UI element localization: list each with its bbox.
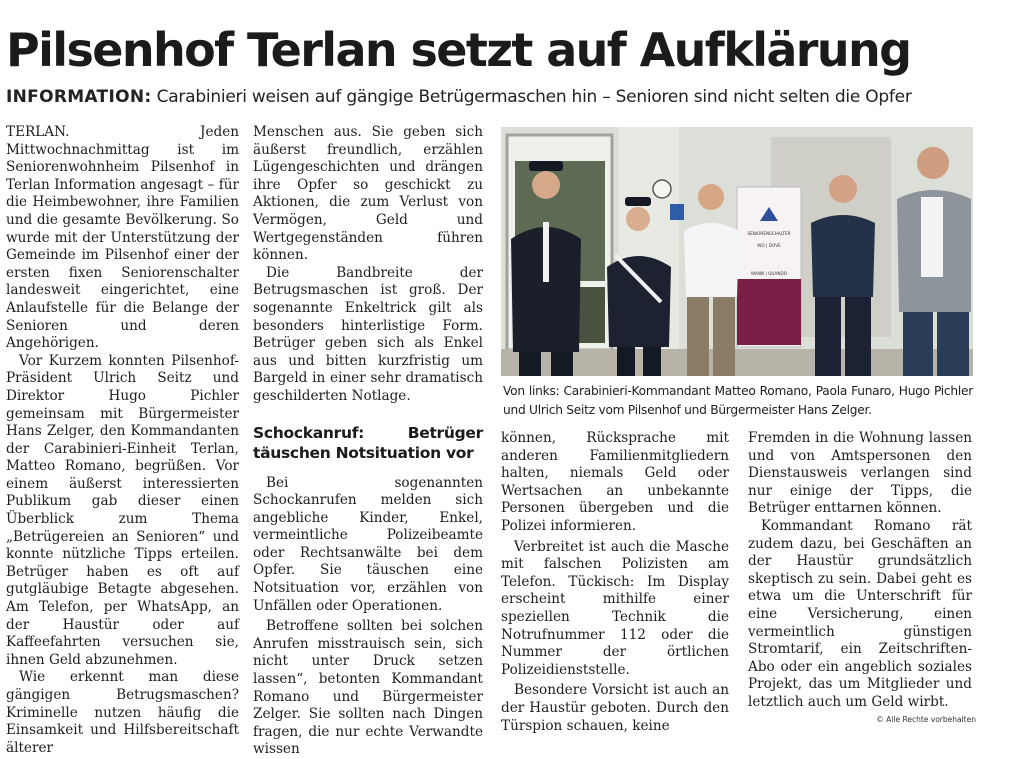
paragraph: Betroffene sollten bei solchen Anrufen misstrauisch sein, sich nicht unter Druck setzen lassen“, betonten Kommandant Romano und Bürgermeister Zelger. Sie sollten nach Dingen fragen, die nur echte Verwandte wissen xyxy=(253,618,483,758)
paragraph: Menschen aus. Sie geben sich äußerst freundlich, erzählen Lügengeschichten und drängen ihre Opfer so geschickt zu Aktionen, die zum Verlust von Vermögen, Geld und Wertgegenständen führen können. xyxy=(253,124,483,264)
interheadline: Schockanruf: Betrüger täuschen Notsituation vor xyxy=(253,423,483,462)
article-column-2 xyxy=(253,124,483,759)
photo-caption: Von links: Carabinieri-Kommandant Matteo Romano, Paola Funaro, Hugo Pichler und Ulrich Seitz vom Pilsenhof und Bürgermeister Hans Zelger. xyxy=(503,384,973,417)
blue-sign xyxy=(670,204,684,220)
paragraph: Besondere Vorsicht ist auch an der Haustür geboten. Durch den Türspion schauen, keine xyxy=(501,682,729,734)
article-column-4 xyxy=(748,430,972,712)
paragraph: Die Bandbreite der Betrugsmaschen ist groß. Der sogenannte Enkeltrick gilt als besonders hinterlistige Form. Betrüger geben sich als Enkel aus und bitten kurzfristig um Bargeld in einer sehr dramatisch geschilderten Notlage. xyxy=(253,264,483,404)
headline: Pilsenhof Terlan setzt auf Aufklärung xyxy=(6,23,911,77)
article-column-3 xyxy=(501,430,729,735)
paragraph: Kommandant Romano rät zudem dazu, bei Geschäften an der Haustür grundsätzlich skeptisch zu sein. Dabei geht es etwa um die Unterschrift für eine Versicherung, einen vermeintlich günstigen Stromtarif, ein Zeitschriften-Abo oder ein angeblich soziales Projekt, das um Mitglieder und letztlich auch um Geld wirbt. xyxy=(748,517,972,710)
paragraph: TERLAN. Jeden Mittwochnachmittag ist im Seniorenwohnheim Pilsenhof in Terlan Information angesagt – für die Heimbewohner, ihre Familien und die gesamte Bevölkerung. So wurde mit der Unterstützung der Gemeinde im Pilsenhof einer der ersten fixen Seniorenschalter landesweit eingerichtet, eine Anlaufstelle für die Belange der Senioren und deren Angehörigen. xyxy=(6,124,239,352)
poster-where: WO | DOVE xyxy=(757,243,781,248)
article-column-1 xyxy=(6,124,239,757)
subheadline xyxy=(6,85,1018,109)
poster-when: WANN | QUANDO xyxy=(751,271,787,276)
paragraph: können, Rücksprache mit anderen Familienmitgliedern halten, niemals Geld oder Wertsachen an unbekannte Personen übergeben und die Polizei informieren. xyxy=(501,430,729,534)
wall-clock xyxy=(653,180,671,198)
poster-band xyxy=(737,279,801,345)
group-photo-illustration xyxy=(501,127,973,376)
article-photo xyxy=(501,127,973,376)
subheadline-kicker: INFORMATION: xyxy=(6,87,152,107)
paragraph: Verbreitet ist auch die Masche mit falschen Polizisten am Telefon. Tückisch: Im Display erscheint mithilfe einer speziellen Technik die Notrufnummer 112 oder die Nummer der örtlichen Polizeidienststelle. xyxy=(501,538,729,678)
paragraph: Vor Kurzem konnten Pilsenhof-Präsident Ulrich Seitz und Direktor Hugo Pichler gemeinsam mit Bürgermeister Hans Zelger, den Kommandanten der Carabinieri-Einheit Terlan, Matteo Romano, begrüßen. Vor einem äußerst interessierten Publikum gab dieser einen Überblick zum Thema „Betrügereien an Senioren“ und konnte nützliche Tipps erteilen. Betrüger haben es oft auf gutgläubige Betagte abgesehen. Am Telefon, per WhatsApp, an der Haustür oder auf Kaffeefahrten versuchen sie, ihnen Geld abzunehmen. xyxy=(6,352,239,668)
copyright-note: © Alle Rechte vorbehalten xyxy=(876,715,976,724)
paragraph: Wie erkennt man diese gängigen Betrugsmaschen? Kriminelle nutzen häufig die Einsamkeit und Hilfsbereitschaft älterer xyxy=(6,669,239,756)
poster-title: SENIORENSCHALTER xyxy=(747,231,791,236)
paragraph: Bei sogenannten Schockanrufen melden sich angebliche Kinder, Enkel, vermeintliche Polizeibeamte oder Rechtsanwälte bei dem Opfer. Sie täuschen eine Notsituation vor, erzählen von Unfällen oder Operationen. xyxy=(253,474,483,614)
subheadline-text: Carabinieri weisen auf gängige Betrügermaschen hin – Senioren sind nicht selten die Opfer xyxy=(151,87,912,107)
paragraph: Fremden in die Wohnung lassen und von Amtspersonen den Dienstausweis verlangen sind nur einige der Tipps, die Betrüger enttarnen können. xyxy=(748,430,972,517)
